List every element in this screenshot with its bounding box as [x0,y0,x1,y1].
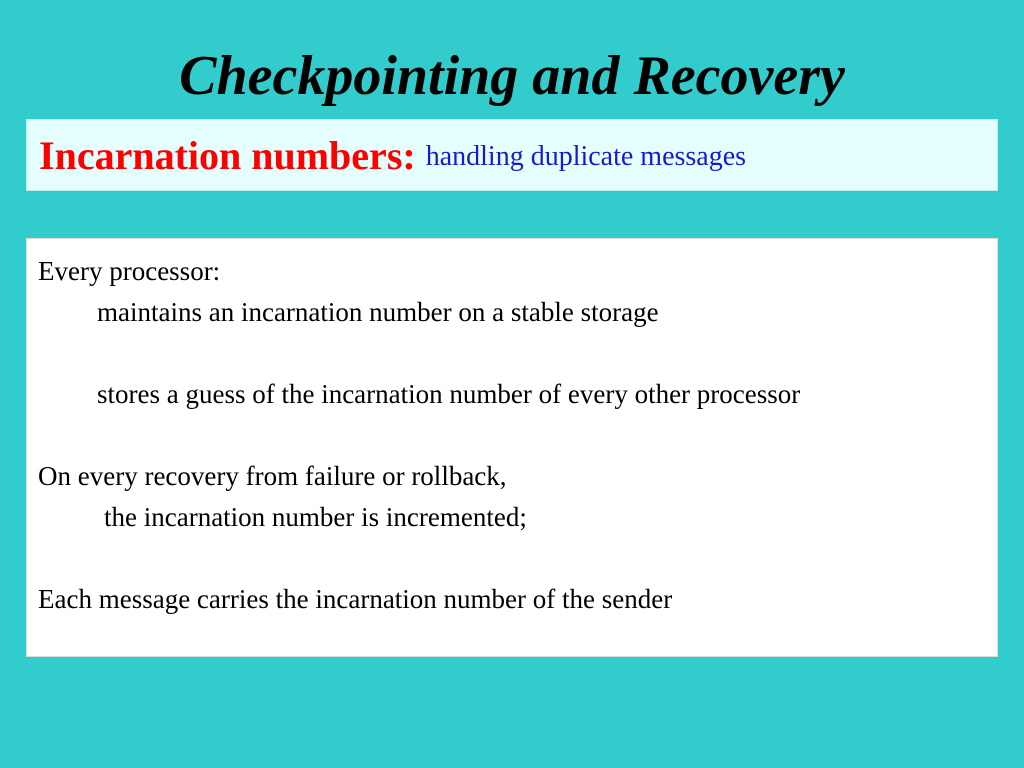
body-line-incremented: the incarnation number is incremented; [104,502,527,532]
body-line-on-recovery: On every recovery from failure or rollback, [38,461,507,491]
body-line-maintains: maintains an incarnation number on a stable storage [97,297,659,327]
blank-line [38,415,997,456]
subtitle-sub: handling duplicate messages [425,141,747,172]
subtitle-main: Incarnation numbers: [39,132,416,178]
slide-title: Checkpointing and Recovery [179,45,845,107]
body-line-each-message: Each message carries the incarnation number of the sender [38,584,673,614]
body-line-stores-guess: stores a guess of the incarnation number of every other processor [97,379,801,409]
subtitle-box [26,119,998,191]
blank-line [38,538,997,579]
body-line-every-processor: Every processor: [38,256,221,286]
blank-line [38,333,997,374]
content-box [26,238,998,657]
